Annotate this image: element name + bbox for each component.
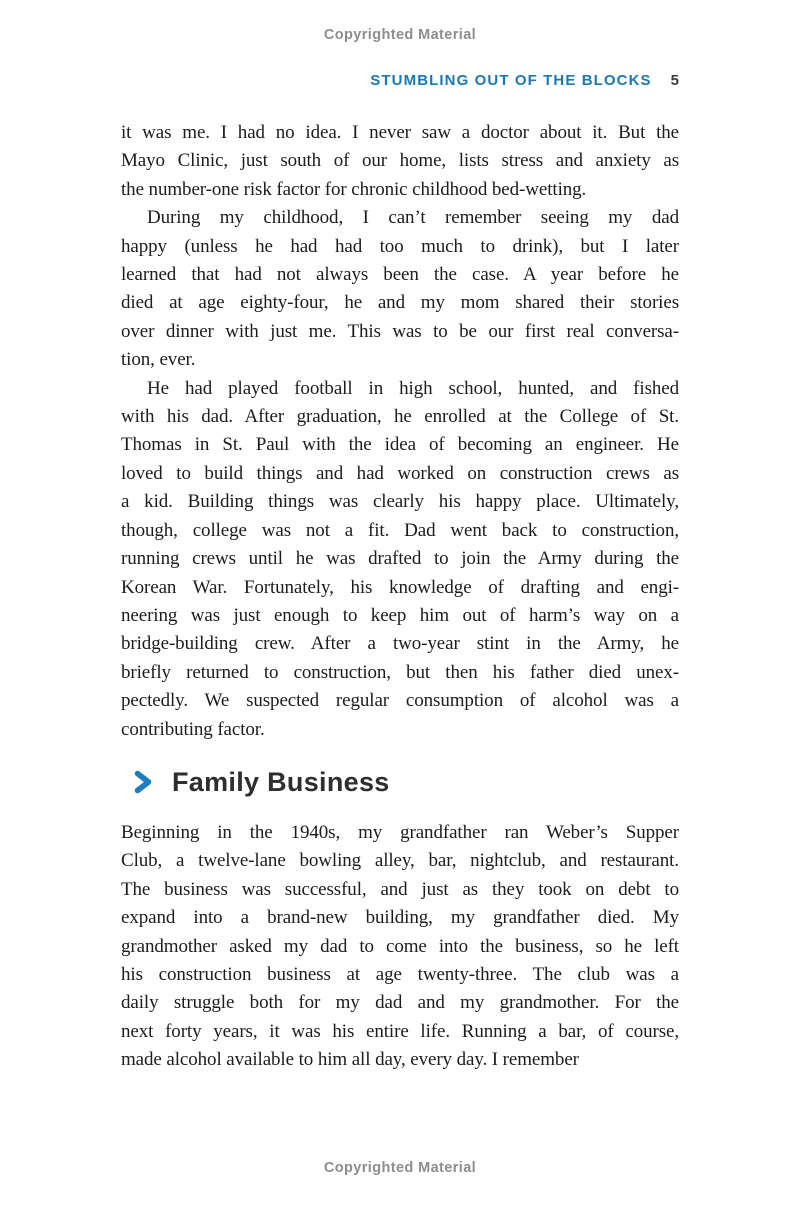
text-line: briefly returned to construction, but then his father died unex-: [121, 661, 679, 683]
section-title: Family Business: [172, 766, 390, 797]
text-line: made alcohol available to him all day, every day. I remember: [121, 1049, 579, 1071]
text-line: running crews until he was drafted to join the Army during the: [121, 548, 679, 570]
text-line: contributing factor.: [121, 718, 265, 740]
paragraph: [121, 204, 679, 374]
paragraph: [121, 819, 679, 1075]
page-number: 5: [670, 72, 679, 89]
text-line: loved to build things and had worked on construction crews as: [121, 462, 679, 484]
watermark-bottom: Copyrighted Material: [323, 1160, 477, 1176]
text-line: it was me. I had no idea. I never saw a doctor about it. But the: [121, 122, 679, 143]
page-body: [121, 119, 679, 1075]
paragraph-group-top: [121, 119, 679, 744]
text-line: a kid. Building things was clearly his happy place. Ultimately,: [121, 491, 679, 513]
text-line: He had played football in high school, hunted, and fished: [147, 377, 679, 399]
text-line: Thomas in St. Paul with the idea of becoming an engineer. He: [121, 434, 679, 456]
text-line: Beginning in the 1940s, my grandfather ran Weber’s Supper: [121, 821, 679, 843]
text-line: The business was successful, and just as they took on debt to: [121, 878, 679, 900]
running-head: [370, 72, 679, 89]
text-line: daily struggle both for my dad and my grandmother. For the: [121, 992, 679, 1014]
text-line: with his dad. After graduation, he enrolled at the College of St.: [121, 406, 679, 428]
text-line: pectedly. We suspected regular consumption of alcohol was a: [121, 690, 679, 712]
text-line: next forty years, it was his entire life. Running a bar, of course,: [121, 1020, 679, 1042]
section-heading: [121, 765, 679, 799]
running-head-title: STUMBLING OUT OF THE BLOCKS: [370, 72, 652, 89]
text-line: died at age eighty-four, he and my mom shared their stories: [121, 292, 679, 314]
text-line: over dinner with just me. This was to be our first real conversa-: [121, 320, 679, 342]
arrow-right-icon: [121, 769, 157, 795]
text-line: Mayo Clinic, just south of our home, lists stress and anxiety as: [121, 150, 679, 172]
text-line: Club, a twelve-lane bowling alley, bar, nightclub, and restaurant.: [121, 850, 679, 872]
paragraph: [121, 375, 679, 744]
text-line: expand into a brand-new building, my grandfather died. My: [121, 907, 679, 929]
paragraph-group-bottom: [121, 819, 679, 1075]
text-line: the number-one risk factor for chronic childhood bed-wetting.: [121, 178, 587, 200]
text-line: During my childhood, I can’t remember seeing my dad: [147, 207, 679, 229]
text-line: bridge-building crew. After a two-year stint in the Army, he: [121, 633, 679, 655]
text-line: tion, ever.: [121, 349, 196, 371]
text-line: neering was just enough to keep him out of harm’s way on a: [121, 604, 679, 626]
text-line: Korean War. Fortunately, his knowledge of drafting and engi-: [121, 576, 679, 598]
paragraph: [121, 119, 679, 204]
watermark-top: Copyrighted Material: [323, 27, 477, 43]
text-line: grandmother asked my dad to come into the business, so he left: [121, 935, 679, 957]
text-line: learned that had not always been the case. A year before he: [121, 264, 679, 286]
text-line: his construction business at age twenty-three. The club was a: [121, 963, 679, 985]
text-line: happy (unless he had had too much to drink), but I later: [121, 235, 679, 257]
text-line: though, college was not a fit. Dad went back to construction,: [121, 519, 679, 541]
